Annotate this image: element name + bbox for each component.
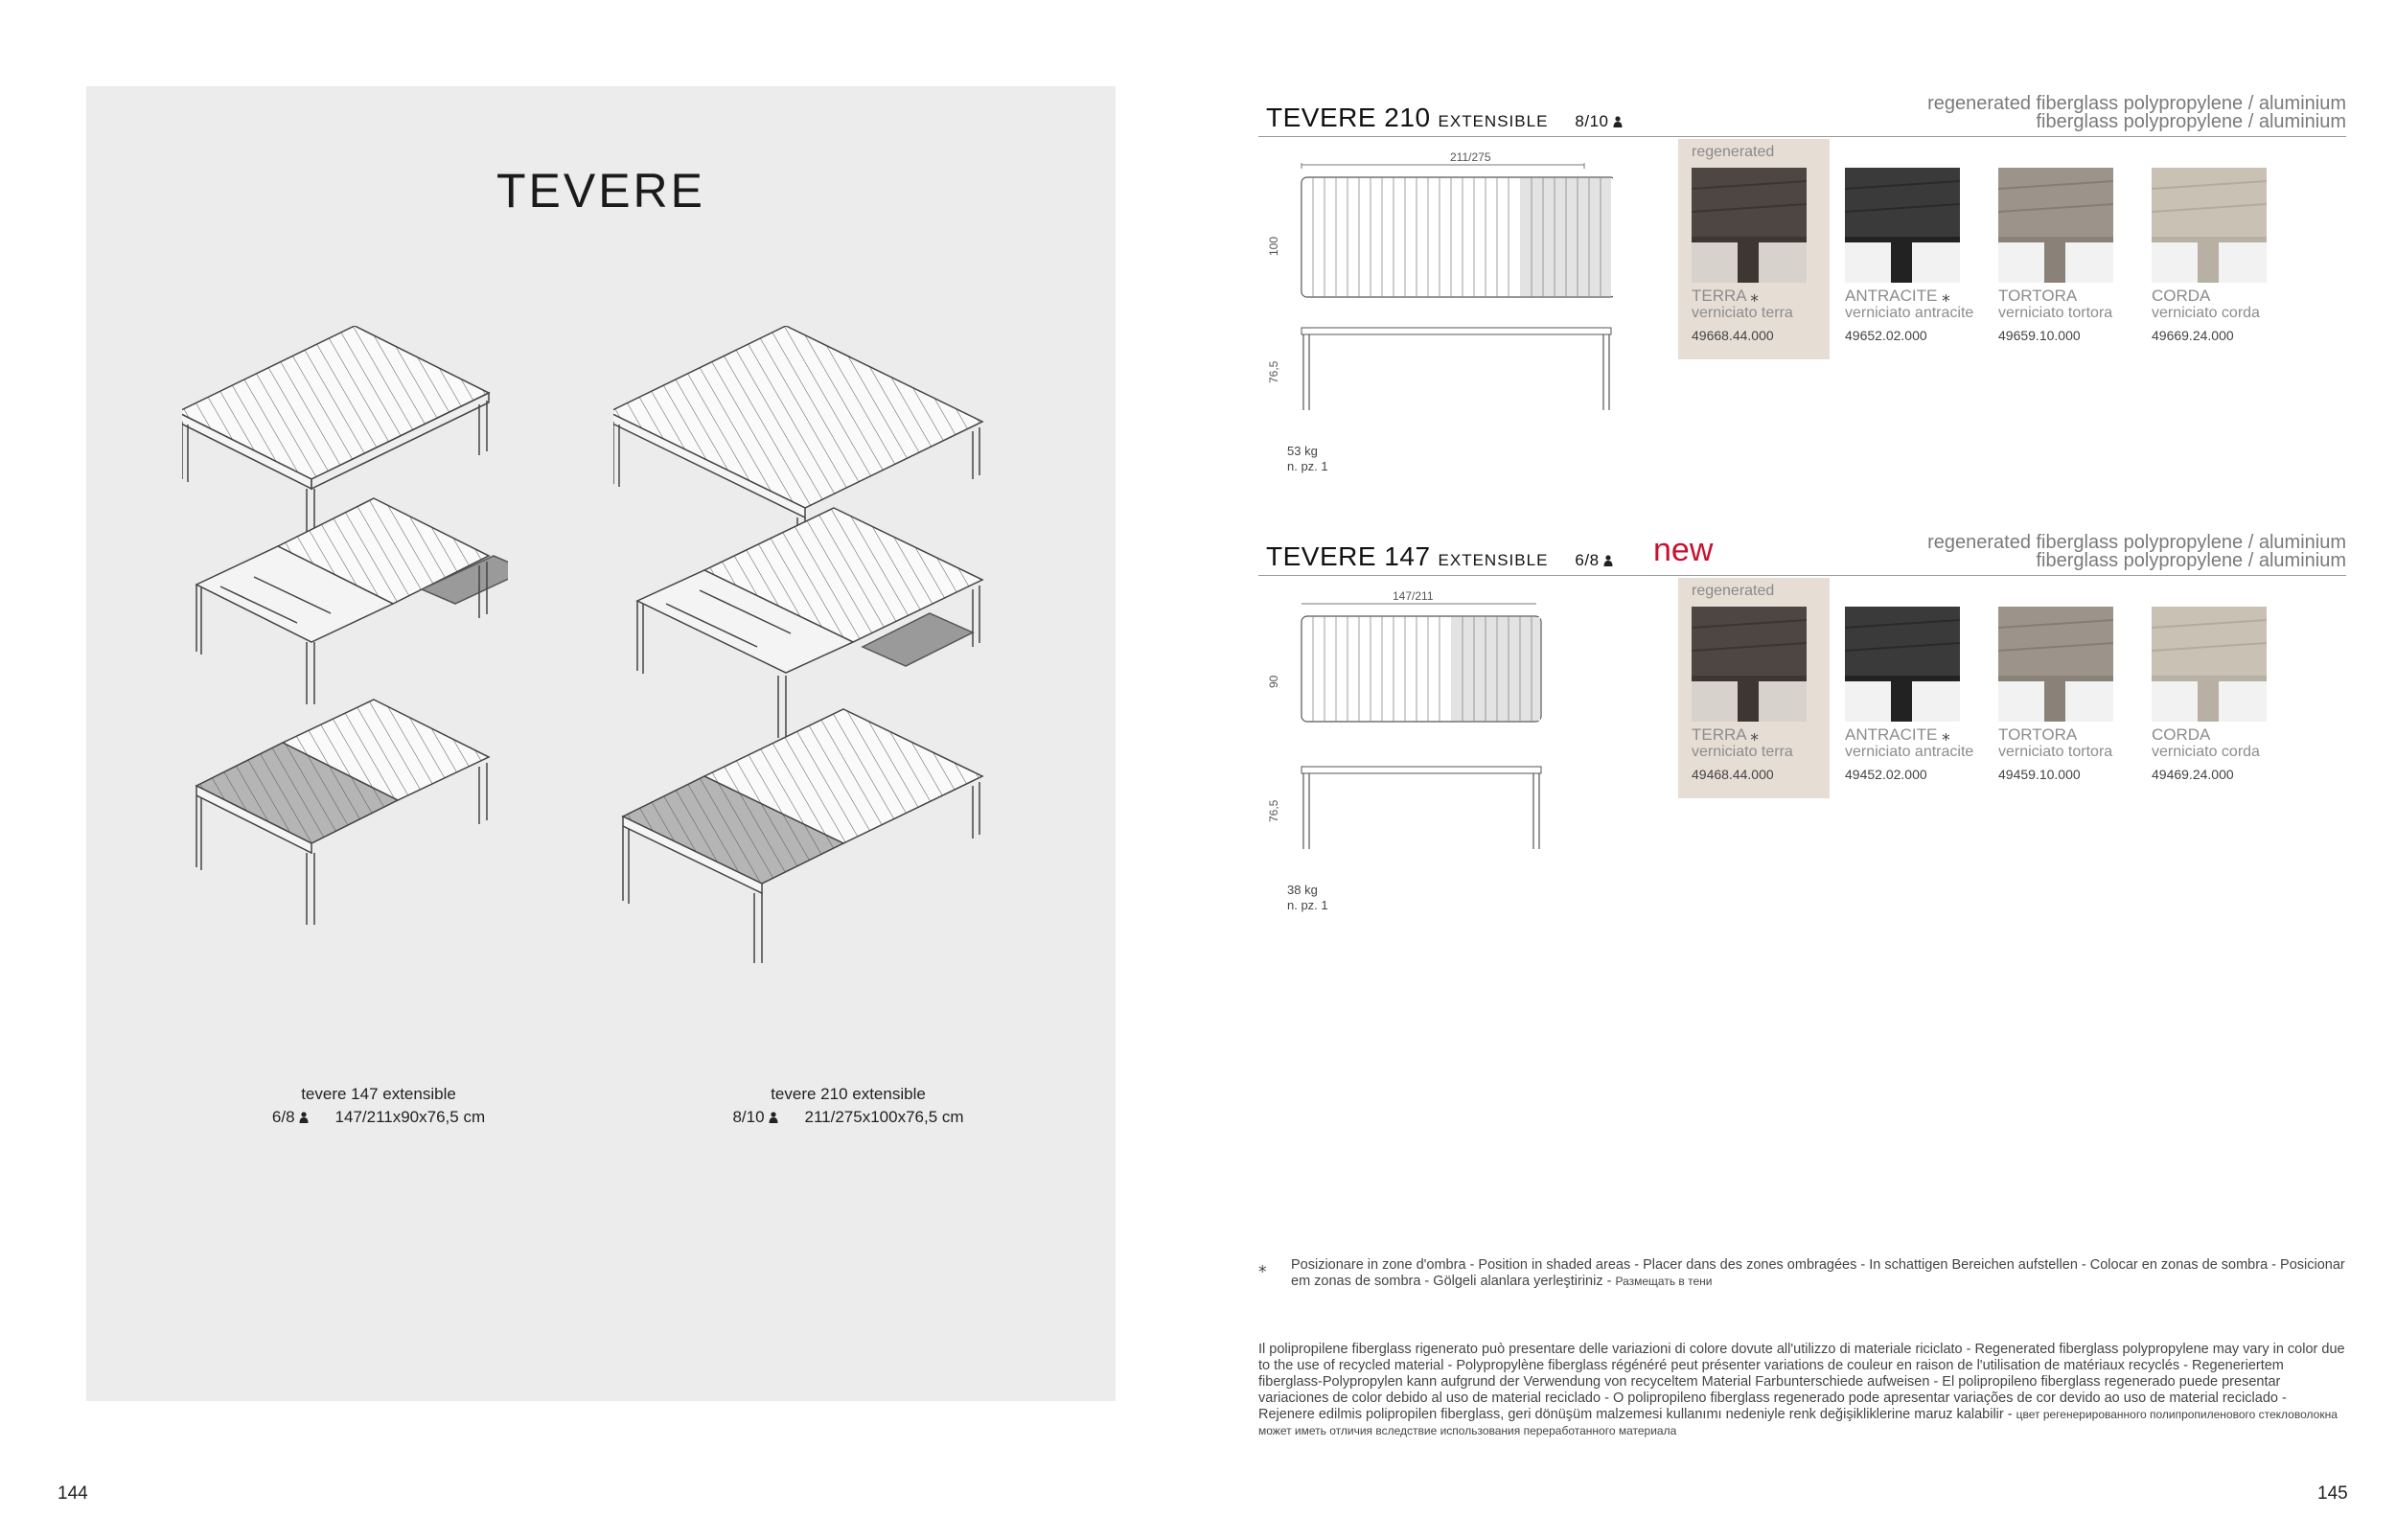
swatch-name: CORDA [2152, 725, 2211, 744]
caption-name: tevere 147 extensible [301, 1085, 456, 1103]
color-swatch-corda[interactable] [2152, 607, 2267, 782]
material-line: regenerated fiberglass polypropylene / aluminium [1927, 532, 2346, 553]
swatch-name: TERRA ⁎ [1692, 287, 1759, 305]
color-swatch-antracite[interactable] [1845, 168, 1973, 343]
swatch-finish: verniciato terra [1692, 744, 1793, 760]
material-line: fiberglass polypropylene / aluminium [2036, 550, 2346, 571]
caption-seats: 6/8 [271, 1108, 295, 1126]
new-badge: new [1653, 532, 1714, 568]
swatch-name: TERRA ⁎ [1692, 725, 1759, 744]
table-extended-drawing [623, 709, 982, 963]
material-line: fiberglass polypropylene / aluminium [2036, 111, 2346, 132]
product-extensible-label: EXTENSIBLE [1438, 551, 1549, 569]
swatch-code: 49459.10.000 [1998, 767, 2081, 782]
swatch-image [1998, 168, 2113, 283]
swatch-finish: verniciato terra [1692, 305, 1793, 321]
shade-note [1258, 1257, 2346, 1290]
product-materials [1927, 534, 2346, 570]
table-opening-drawing [196, 498, 508, 704]
table-opening-drawing [637, 508, 982, 738]
product-materials [1927, 95, 2346, 131]
swatch-finish: verniciato corda [2152, 305, 2260, 321]
product-seats: 6/8 [1575, 551, 1600, 569]
shade-star-icon: ⁎ [1750, 725, 1759, 744]
swatch-name: TORTORA [1998, 725, 2078, 744]
caption-dimensions: 147/211x90x76,5 cm [334, 1108, 486, 1126]
table-extended-drawing [196, 700, 489, 925]
shade-star-icon: ⁎ [1258, 1257, 1267, 1276]
swatch-finish: verniciato tortora [1998, 305, 2113, 321]
swatch-name: CORDA [2152, 287, 2211, 305]
product-title [1266, 541, 1613, 572]
tevere-210-drawings [613, 326, 997, 977]
swatch-finish: verniciato antracite [1845, 744, 1974, 760]
shade-star-icon: ⁎ [1750, 287, 1759, 305]
color-swatch-antracite[interactable] [1845, 607, 1973, 782]
swatch-name: ANTRACITE ⁎ [1845, 287, 1950, 305]
swatch-finish: verniciato corda [2152, 744, 2260, 760]
product-weight-info [1287, 883, 1328, 913]
swatch-code: 49468.44.000 [1692, 767, 1774, 782]
swatch-image [1845, 607, 1960, 722]
swatch-code: 49668.44.000 [1692, 328, 1774, 343]
color-swatch-tortora[interactable] [1998, 607, 2113, 782]
width-dimension: 147/211 [1393, 589, 1434, 603]
product-pieces: n. pz. 1 [1287, 459, 1328, 473]
divider [1258, 136, 2346, 137]
swatch-finish: verniciato antracite [1845, 305, 1974, 321]
product-title [1266, 103, 1623, 133]
shade-star-icon: ⁎ [1942, 725, 1950, 744]
product-weight-info [1287, 444, 1328, 474]
technical-drawing [1297, 602, 1546, 856]
swatch-image [2152, 607, 2267, 722]
page-number-left: 144 [58, 1483, 88, 1504]
person-icon [1613, 116, 1623, 127]
product-extensible-label: EXTENSIBLE [1438, 112, 1549, 130]
tevere-147-drawings [182, 326, 508, 949]
swatch-image [1692, 607, 1807, 722]
person-icon [299, 1112, 309, 1123]
swatch-image [1845, 168, 1960, 283]
color-swatch-terra[interactable] [1692, 168, 1807, 343]
shade-star-icon: ⁎ [1942, 287, 1950, 305]
product-name: TEVERE 210 [1266, 103, 1431, 132]
page-number-right: 145 [2317, 1483, 2348, 1504]
width-dimension: 211/275 [1450, 150, 1491, 164]
swatch-code: 49469.24.000 [2152, 767, 2234, 782]
product-weight: 53 kg [1287, 444, 1318, 458]
color-swatch-tortora[interactable] [1998, 168, 2113, 343]
swatch-code: 49669.24.000 [2152, 328, 2234, 343]
swatch-finish: verniciato tortora [1998, 744, 2113, 760]
product-illustration-panel [86, 86, 1116, 1401]
swatch-name: ANTRACITE ⁎ [1845, 725, 1950, 744]
divider [1258, 575, 2346, 576]
caption-tevere-210 [714, 1083, 982, 1129]
swatch-image [1998, 607, 2113, 722]
product-weight: 38 kg [1287, 883, 1318, 897]
swatch-code: 49652.02.000 [1845, 328, 1927, 343]
technical-drawing [1297, 163, 1613, 417]
depth-dimension: 90 [1267, 675, 1280, 688]
product-seats: 8/10 [1575, 112, 1609, 130]
regenerated-label: regenerated [1692, 144, 1775, 160]
color-swatch-corda[interactable] [2152, 168, 2267, 343]
product-pieces: n. pz. 1 [1287, 898, 1328, 912]
swatch-image [1692, 168, 1807, 283]
recycled-color-note: Il polipropilene fiberglass rigenerato può presentare delle variazioni di colore dovute all'utilizzo di materiale riciclato - Regenerated fiberglass polypropylene may vary in color due to the use of recycled material - Polypropylène fiberglass régénéré peut présenter variations de couleur en raison de l'utilisation de matériaux recyclés - Regeneriertem fiberglass-Polypropylen kann aufgrund der Verwendung von recyceltem Material Farbunterschiede aufweisen - El polipropileno fiberglass regenerado puede presentar variaciones de color debido al uso de material reciclado - O polipropileno fiberglass regenerado pode apresentar variações de cor devido ao uso de material reciclado - Rejenere edilmis polipropilen fiberglass, geri dönüşüm malzemesi kullanımı nedeniyle renk değişikliklerine maruz kalabilir - цвет регенерированного полипропиленового стекловолокна может иметь отличия вследствие использования переработанного материала [1258, 1342, 2345, 1437]
swatch-name: TORTORA [1998, 287, 2078, 305]
height-dimension: 76,5 [1267, 799, 1280, 822]
caption-seats: 8/10 [732, 1108, 765, 1126]
shade-note-text: Posizionare in zone d'ombra - Position in shaded areas - Placer dans des zones ombragées - In schattigen Bereichen aufstellen - Colocar en zonas de sombra - Posicionar em zonas de sombra - Gölgeli alanlara yerleştiriniz - Размещать в тени [1291, 1257, 2345, 1289]
caption-name: tevere 210 extensible [771, 1085, 926, 1103]
caption-tevere-147 [249, 1083, 508, 1129]
person-icon [769, 1112, 778, 1123]
swatch-code: 49659.10.000 [1998, 328, 2081, 343]
swatch-code: 49452.02.000 [1845, 767, 1927, 782]
collection-title: TEVERE [495, 164, 706, 218]
table-closed-drawing [182, 326, 489, 532]
product-name: TEVERE 147 [1266, 541, 1431, 571]
product-block-tevere-210 [1258, 91, 2346, 494]
material-line: regenerated fiberglass polypropylene / aluminium [1927, 93, 2346, 114]
person-icon [1603, 555, 1613, 566]
depth-dimension: 100 [1267, 236, 1280, 256]
swatch-image [2152, 168, 2267, 283]
product-block-tevere-147 [1258, 530, 2346, 932]
height-dimension: 76,5 [1267, 360, 1280, 383]
caption-dimensions: 211/275x100x76,5 cm [804, 1108, 964, 1126]
regenerated-label: regenerated [1692, 583, 1775, 599]
color-swatch-terra[interactable] [1692, 607, 1807, 782]
